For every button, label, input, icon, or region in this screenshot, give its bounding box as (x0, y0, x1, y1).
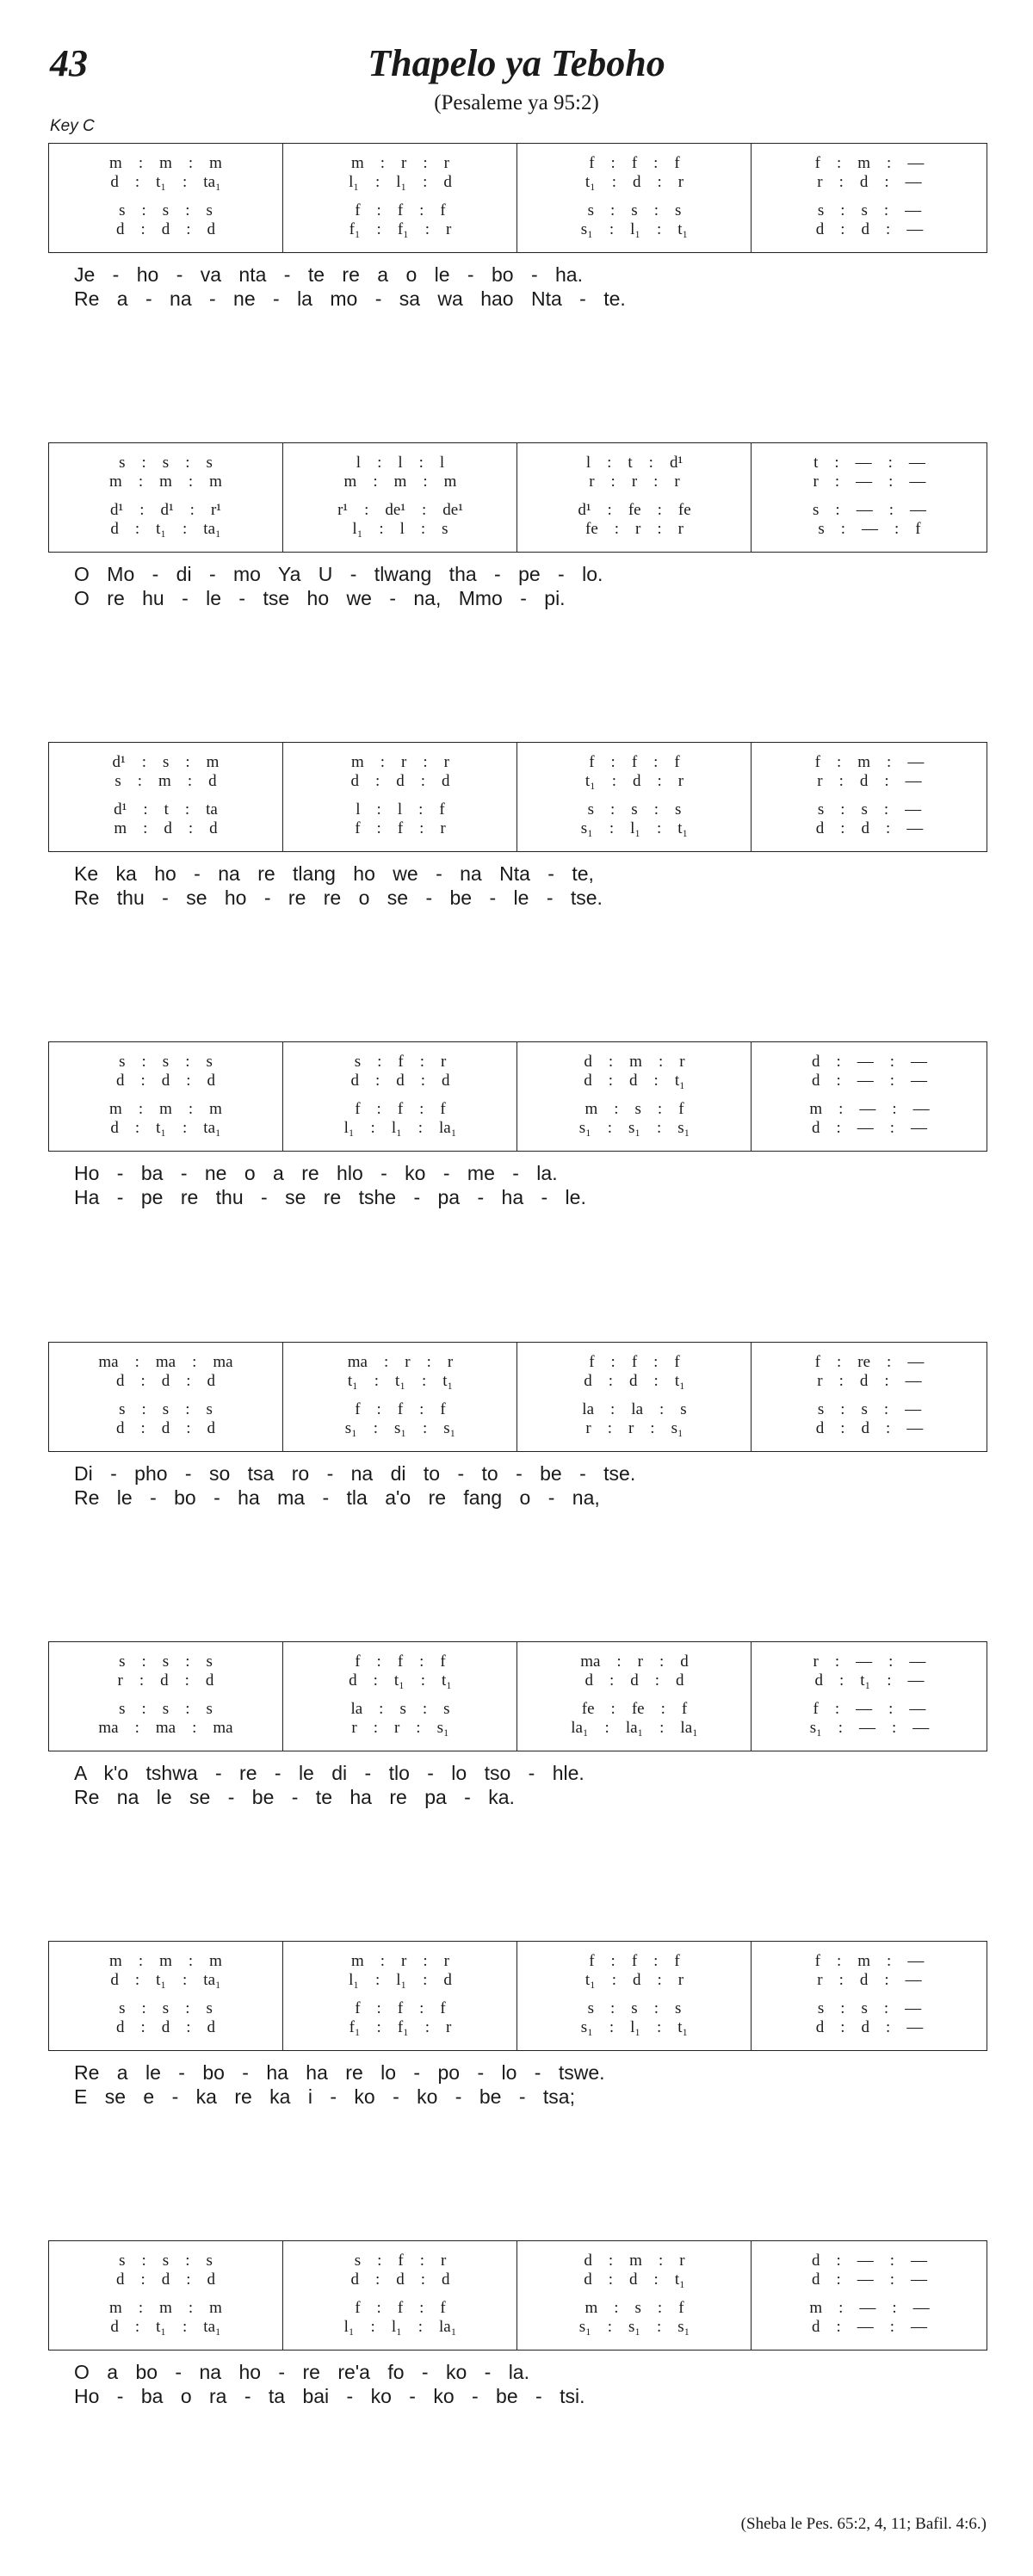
solfa-line: d¹ : t : ta (114, 800, 218, 819)
solfa-line: r : — : — (813, 1652, 926, 1671)
measure (751, 144, 987, 252)
solfa-line: r : d : — (817, 1372, 922, 1390)
solfa-line: m : s : f (585, 2299, 684, 2317)
lyric-line: A k'o tshwa - re - le di - tlo - lo tso - hle. (74, 1762, 585, 1784)
lyric-line: Re na le se - be - te ha re pa - ka. (74, 1786, 515, 1808)
measure (282, 1642, 517, 1751)
measure (49, 1042, 282, 1151)
solfa-line: s₁ : — : — (809, 1719, 930, 1737)
solfa-line: d : — : — (811, 1119, 928, 1137)
measure (282, 2241, 517, 2350)
solfa-line: f : m : — (814, 1952, 925, 1970)
solfa-line: ma : ma : ma (98, 1353, 233, 1371)
music-system (48, 1342, 987, 1509)
solfa-line: r : r : s₁ (585, 1419, 684, 1437)
tonic-solfa-staff (48, 1342, 987, 1452)
lyric-line: O a bo - na ho - re re'a fo - ko - la. (74, 2361, 529, 2383)
solfa-line: l₁ : l₁ : la₁ (343, 1119, 457, 1137)
solfa-line: d : t₁ : ta₁ (110, 1119, 221, 1137)
solfa-line: l₁ : l₁ : d (349, 1971, 452, 1989)
music-system (48, 143, 987, 310)
solfa-line: m : m : m (109, 1100, 222, 1118)
measure (49, 443, 282, 552)
lyric-line: Ha - pe re thu - se re tshe - pa - ha - le. (74, 1186, 586, 1208)
music-system (48, 1641, 987, 1808)
solfa-line: l : l : l (356, 454, 445, 472)
solfa-line: d : — : — (811, 2252, 928, 2270)
solfa-line: d¹ : d¹ : r¹ (110, 501, 221, 519)
measure (751, 1642, 987, 1751)
solfa-line: d : — : — (811, 1053, 928, 1071)
measure (516, 743, 752, 851)
solfa-line: m : — : — (809, 2299, 930, 2317)
measure (751, 743, 987, 851)
tonic-solfa-staff (48, 2240, 987, 2351)
solfa-line: s : m : d (114, 772, 217, 790)
solfa-line: d¹ : s : m (112, 753, 220, 771)
solfa-line: s : s : s (119, 1700, 213, 1718)
solfa-line: d : d : d (115, 1372, 216, 1390)
solfa-line: d : d : d (115, 1072, 216, 1090)
solfa-line: r : — : — (813, 473, 926, 491)
solfa-line: s₁ : l₁ : t₁ (580, 220, 689, 238)
solfa-line: s : — : f (818, 520, 921, 538)
solfa-line: s : f : r (354, 2252, 447, 2270)
solfa-line: s₁ : l₁ : t₁ (580, 819, 689, 837)
measure (49, 743, 282, 851)
solfa-line: f : — : — (813, 1700, 926, 1718)
solfa-line: f : f : f (589, 1952, 680, 1970)
solfa-line: d : t₁ : ta₁ (110, 520, 221, 538)
solfa-line: m : m : m (109, 2299, 222, 2317)
solfa-line: t₁ : d : r (585, 772, 684, 790)
solfa-line: r : d : — (817, 1971, 922, 1989)
solfa-line: d : d : d (350, 1072, 450, 1090)
solfa-line: f : f : f (355, 1100, 446, 1118)
solfa-line: f₁ : f₁ : r (349, 220, 452, 238)
music-system (48, 742, 987, 909)
measure (49, 1343, 282, 1451)
solfa-line: s : s : — (817, 1400, 922, 1418)
measure (751, 2241, 987, 2350)
solfa-line: l : t : d¹ (585, 454, 684, 472)
solfa-line: s : s : — (817, 201, 922, 219)
solfa-line: s : s : s (119, 1652, 213, 1671)
footnote: (Sheba le Pes. 65:2, 4, 11; Bafil. 4:6.) (740, 2515, 987, 2533)
lyric-line: E se e - ka re ka i - ko - ko - be - tsa; (74, 2085, 575, 2108)
solfa-line: m : — : — (809, 1100, 930, 1118)
solfa-line: d : d : — (815, 819, 924, 837)
solfa-line: s : s : s (587, 201, 682, 219)
solfa-line: s₁ : s₁ : s₁ (578, 2318, 690, 2336)
solfa-line: d : t₁ : ta₁ (110, 2318, 221, 2336)
solfa-line: s : s : s (119, 1999, 213, 2017)
solfa-line: t₁ : d : r (585, 173, 684, 191)
measure (751, 1343, 987, 1451)
solfa-line: fe : fe : f (581, 1700, 688, 1718)
solfa-line: f : f : f (355, 201, 446, 219)
solfa-line: d : d : d (585, 1671, 684, 1690)
lyric-line: Re le - bo - ha ma - tla a'o re fang o - na, (74, 1486, 600, 1509)
solfa-line: ma : r : d (580, 1652, 689, 1671)
solfa-line: d : d : d (115, 2270, 216, 2289)
solfa-line: ma : r : r (347, 1353, 454, 1371)
measure (751, 1042, 987, 1151)
solfa-line: m : d : d (114, 819, 218, 837)
solfa-line: t₁ : d : r (585, 1971, 684, 1989)
measure (516, 1942, 752, 2050)
lyric-line: Di - pho - so tsa ro - na di to - to - be - tse. (74, 1462, 636, 1485)
solfa-line: r : d : — (817, 173, 922, 191)
solfa-line: d¹ : fe : fe (578, 501, 691, 519)
solfa-line: s : s : — (817, 800, 922, 819)
measure (49, 144, 282, 252)
solfa-line: la : la : s (582, 1400, 687, 1418)
tonic-solfa-staff (48, 143, 987, 253)
solfa-line: l₁ : l₁ : la₁ (343, 2318, 457, 2336)
solfa-line: m : r : r (351, 1952, 449, 1970)
solfa-line: m : s : f (585, 1100, 684, 1118)
lyric-line: Re thu - se ho - re re o se - be - le - tse. (74, 886, 603, 909)
music-system (48, 2240, 987, 2407)
measure (516, 2241, 752, 2350)
tonic-solfa-staff (48, 1641, 987, 1751)
solfa-line: r : d : — (817, 772, 922, 790)
solfa-line: d : d : — (815, 2018, 924, 2036)
solfa-line: fe : r : r (585, 520, 684, 538)
solfa-line: d : d : t₁ (584, 1072, 685, 1090)
solfa-line: m : m : m (343, 473, 457, 491)
measure (49, 1642, 282, 1751)
solfa-line: r : d : d (117, 1671, 214, 1690)
solfa-line: f : f : f (355, 2299, 446, 2317)
solfa-line: d : d : d (115, 2018, 216, 2036)
solfa-line: d : t₁ : ta₁ (110, 173, 221, 191)
solfa-line: la₁ : la₁ : la₁ (571, 1719, 698, 1737)
solfa-line: t₁ : t₁ : t₁ (347, 1372, 454, 1390)
solfa-line: s : — : — (813, 501, 926, 519)
solfa-line: d : d : d (115, 220, 216, 238)
music-system (48, 442, 987, 609)
solfa-line: s : s : s (587, 1999, 682, 2017)
music-system (48, 1041, 987, 1208)
solfa-line: d : t₁ : — (814, 1671, 925, 1690)
solfa-line: m : m : m (109, 154, 222, 172)
lyric-line: Re a - na - ne - la mo - sa wa hao Nta - te. (74, 287, 626, 310)
solfa-line: s : s : s (119, 201, 213, 219)
solfa-line: s : s : — (817, 1999, 922, 2017)
tonic-solfa-staff (48, 1941, 987, 2051)
solfa-line: f : re : — (814, 1353, 925, 1371)
solfa-line: f : m : — (814, 154, 925, 172)
lyric-line: Ho - ba o ra - ta bai - ko - ko - be - tsi. (74, 2385, 585, 2407)
solfa-line: s : s : s (119, 2252, 213, 2270)
solfa-line: d : t₁ : t₁ (349, 1671, 452, 1690)
tonic-solfa-staff (48, 1041, 987, 1152)
music-system (48, 1941, 987, 2108)
lyric-line: Ke ka ho - na re tlang ho we - na Nta - te, (74, 862, 594, 885)
solfa-line: d : t₁ : ta₁ (110, 1971, 221, 1989)
measure (751, 443, 987, 552)
measure (516, 144, 752, 252)
solfa-line: f : f : f (589, 1353, 680, 1371)
solfa-line: d : d : t₁ (584, 1372, 685, 1390)
solfa-line: s : s : s (119, 1053, 213, 1071)
lyric-line: Re a le - bo - ha ha re lo - po - lo - tswe. (74, 2061, 605, 2084)
solfa-line: m : r : r (351, 154, 449, 172)
solfa-line: d : d : d (115, 1419, 216, 1437)
measure (49, 2241, 282, 2350)
measure (282, 144, 517, 252)
solfa-line: l₁ : l₁ : d (349, 173, 452, 191)
measure (516, 1343, 752, 1451)
measure (516, 1042, 752, 1151)
measure (49, 1942, 282, 2050)
solfa-line: f : m : — (814, 753, 925, 771)
solfa-line: d : m : r (584, 2252, 685, 2270)
lyric-line: O Mo - di - mo Ya U - tlwang tha - pe - lo. (74, 563, 603, 585)
measure (282, 1042, 517, 1151)
solfa-line: f : f : f (355, 1400, 446, 1418)
solfa-line: f : f : f (589, 753, 680, 771)
solfa-line: f : f : r (355, 819, 446, 837)
solfa-line: m : m : m (109, 1952, 222, 1970)
measure (282, 1343, 517, 1451)
solfa-line: r : r : s₁ (351, 1719, 449, 1737)
hymn-number: 43 (50, 42, 88, 84)
lyric-line: Ho - ba - ne o a re hlo - ko - me - la. (74, 1162, 558, 1184)
solfa-line: ma : ma : ma (98, 1719, 233, 1737)
solfa-line: s₁ : s₁ : s₁ (344, 1419, 456, 1437)
tonic-solfa-staff (48, 742, 987, 852)
solfa-line: s₁ : s₁ : s₁ (578, 1119, 690, 1137)
measure (516, 443, 752, 552)
solfa-line: s : s : s (587, 800, 682, 819)
measure (282, 743, 517, 851)
solfa-line: d : d : d (350, 772, 450, 790)
measure (516, 1642, 752, 1751)
solfa-line: r¹ : de¹ : de¹ (337, 501, 463, 519)
lyric-line: O re hu - le - tse ho we - na, Mmo - pi. (74, 587, 566, 609)
lyric-line: Je - ho - va nta - te re a o le - bo - ha. (74, 263, 583, 286)
hymn-title: Thapelo ya Teboho (368, 42, 665, 84)
measure (751, 1942, 987, 2050)
solfa-line: d : d : t₁ (584, 2270, 685, 2289)
solfa-line: s₁ : l₁ : t₁ (580, 2018, 689, 2036)
solfa-line: f : f : f (355, 1652, 446, 1671)
solfa-line: l : l : f (356, 800, 445, 819)
solfa-line: l₁ : l : s (352, 520, 448, 538)
solfa-line: d : d : d (350, 2270, 450, 2289)
solfa-line: d : — : — (811, 2270, 928, 2289)
solfa-line: f : f : f (355, 1999, 446, 2017)
solfa-line: m : r : r (351, 753, 449, 771)
solfa-line: s : s : s (119, 1400, 213, 1418)
measure (282, 1942, 517, 2050)
key-signature: Key C (50, 117, 95, 135)
solfa-line: d : — : — (811, 2318, 928, 2336)
solfa-line: d : d : — (815, 220, 924, 238)
solfa-line: f : f : f (589, 154, 680, 172)
hymn-subtitle: (Pesaleme ya 95:2) (434, 91, 599, 114)
solfa-line: d : d : — (815, 1419, 924, 1437)
tonic-solfa-staff (48, 442, 987, 553)
solfa-line: s : f : r (354, 1053, 447, 1071)
solfa-line: s : s : s (119, 454, 213, 472)
solfa-line: t : — : — (813, 454, 925, 472)
solfa-line: d : m : r (584, 1053, 685, 1071)
solfa-line: f₁ : f₁ : r (349, 2018, 452, 2036)
solfa-line: la : s : s (350, 1700, 450, 1718)
solfa-line: r : r : r (589, 473, 680, 491)
solfa-line: d : — : — (811, 1072, 928, 1090)
measure (282, 443, 517, 552)
solfa-line: m : m : m (109, 473, 222, 491)
